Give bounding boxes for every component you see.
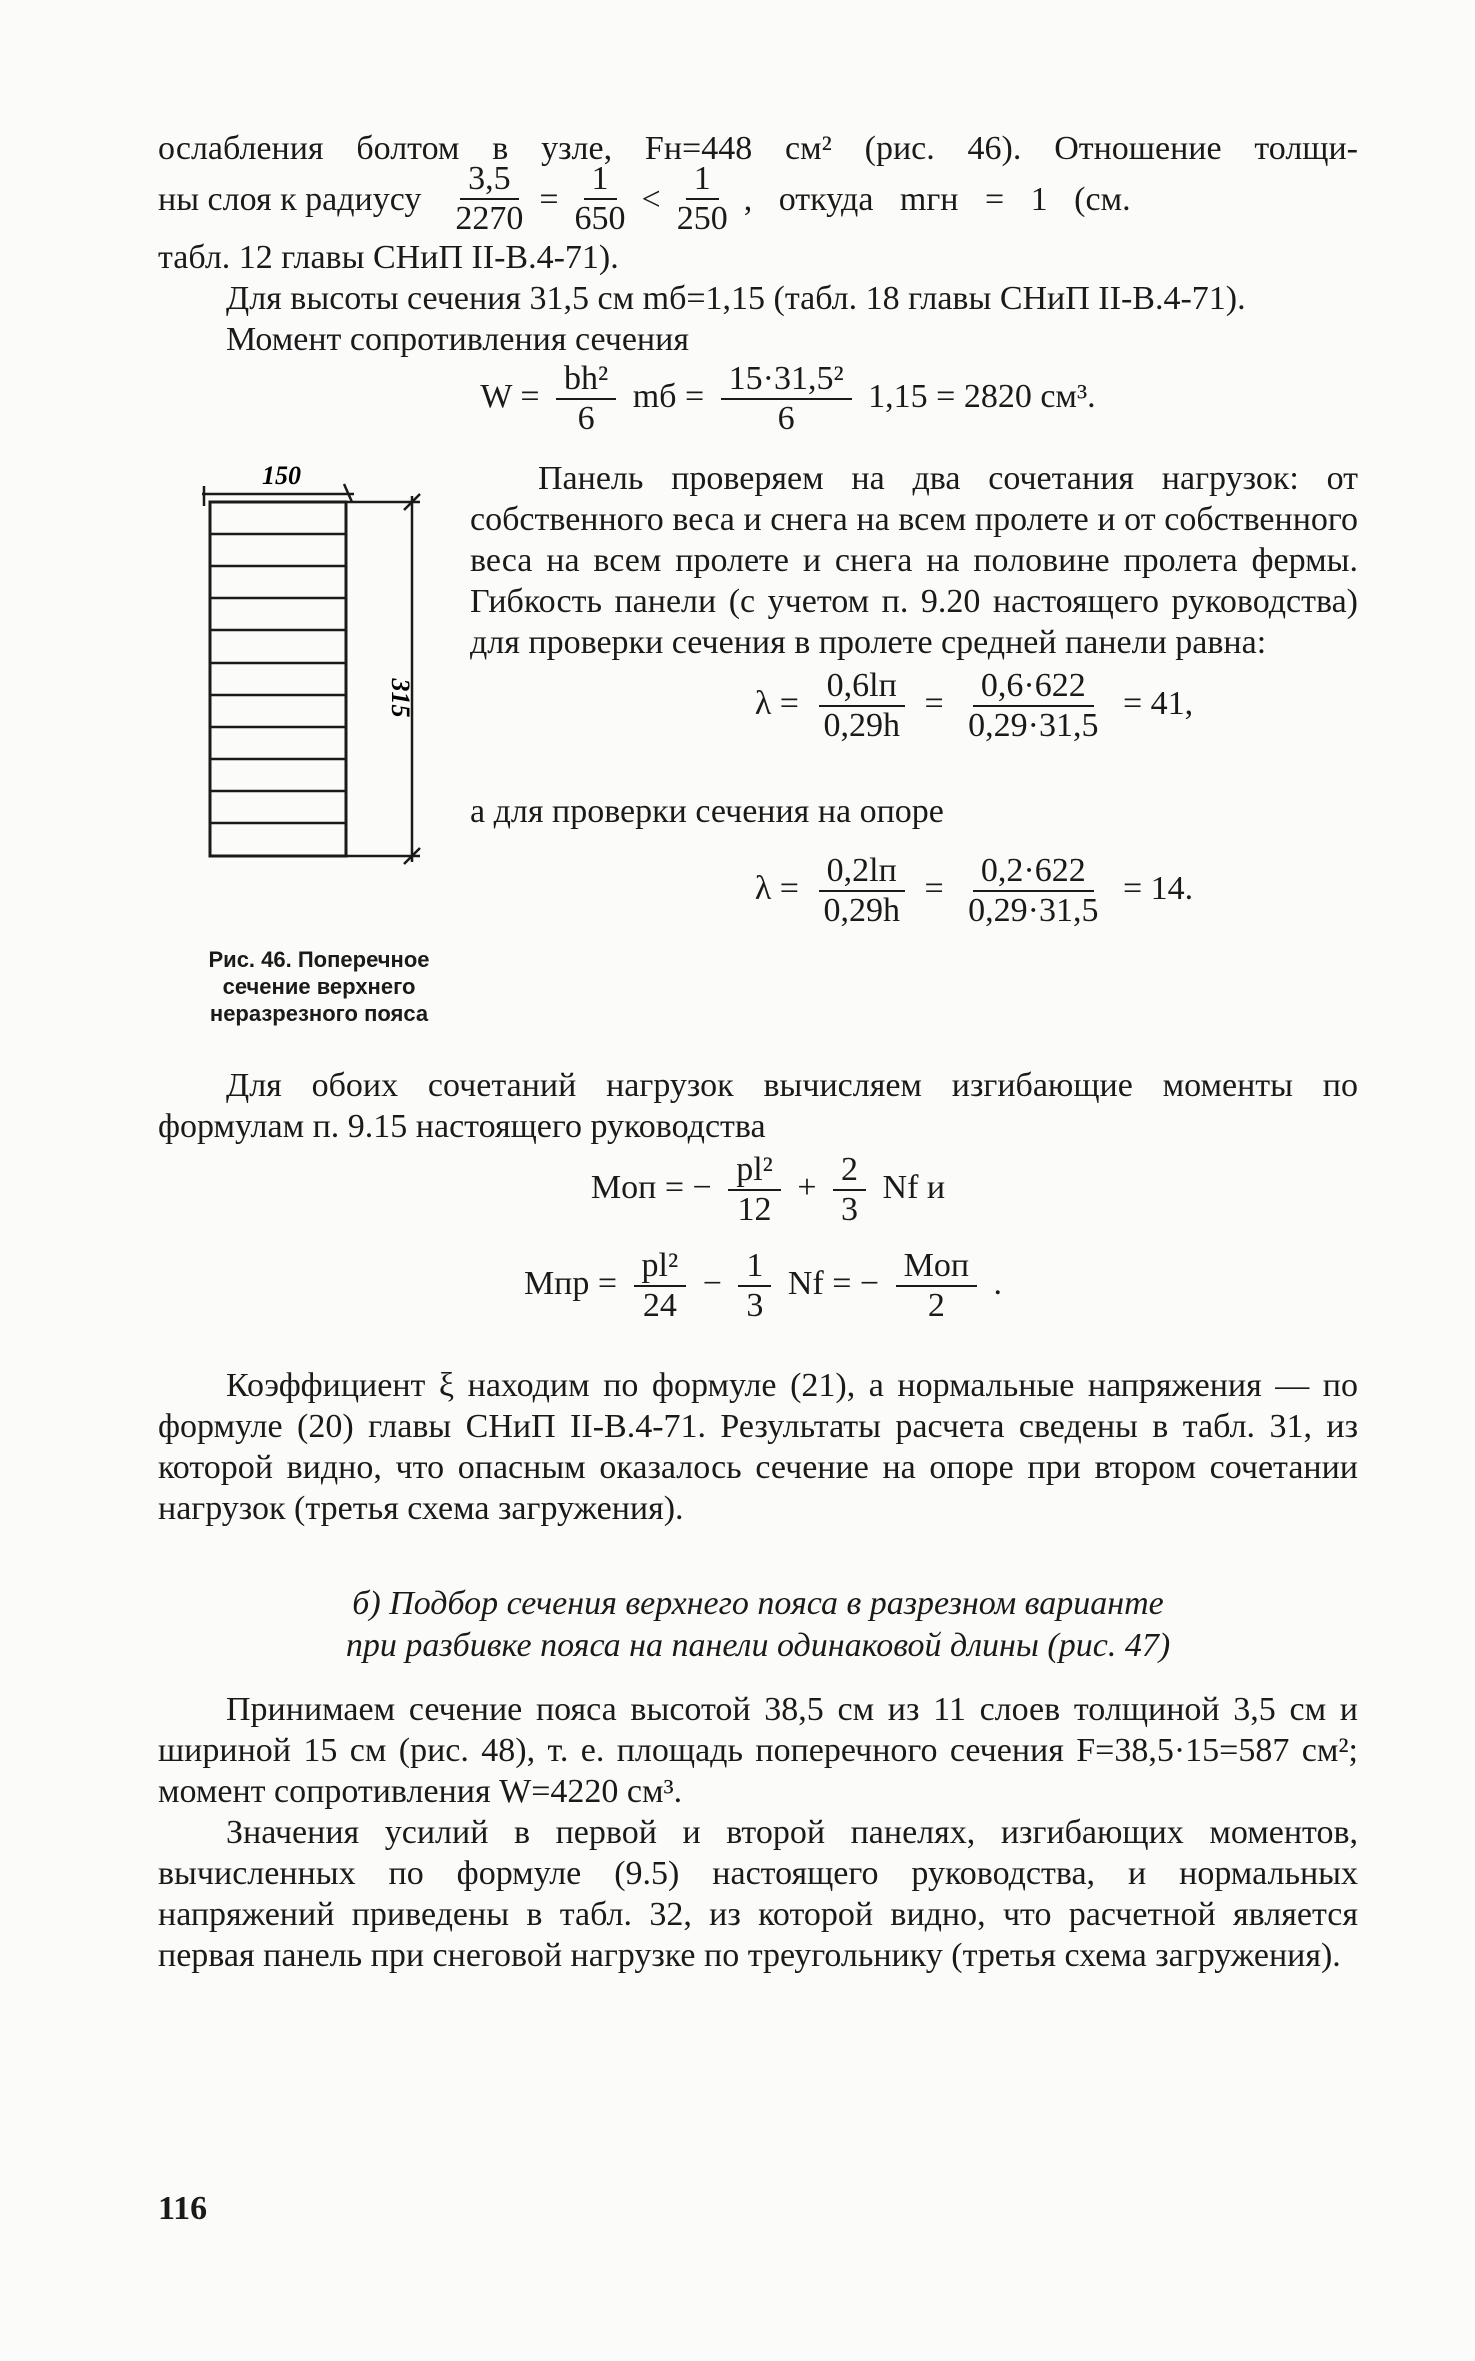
equation-text: Nf = − [787,1264,880,1302]
numerator: pl² [728,1151,781,1191]
paragraph-5: а для проверки сечения на опоре [470,793,944,830]
fraction [960,667,1106,745]
fraction [815,667,908,745]
denominator: 6 [777,400,795,437]
denominator: 3 [841,1191,859,1228]
page-body [158,128,1358,1976]
equation-text: mб = [632,377,705,415]
equation-text: Mпр = [523,1264,618,1302]
numerator: 3,5 [460,160,519,200]
paragraph-6: Для обоих сочетаний нагрузок вычисляем изгибающие моменты по формулам п. 9.15 настоящего руководства [158,1067,1358,1145]
equation-lambda-2 [470,852,1358,948]
numerator: 15·31,5² [721,360,852,400]
figure-caption: Рис. 46. Поперечное сечение верхнего неразрезного пояса [208,947,430,1026]
height-dimension-label: 315 [386,678,415,718]
width-dimension-label: 150 [262,461,301,490]
equation-text: Nf и [882,1168,946,1206]
equation-text: W = [480,377,540,415]
fraction [833,1151,866,1229]
numerator: 2 [833,1151,866,1191]
paragraph-4: Панель проверяем на два сочетания нагрузок: от собственного веса и снега на всем пролете и от собственного веса на всем пролете и снега на половине пролета фермы. Гибкость панели (с учетом п. 9.20 настоящего руководства) для проверки сечения в пролете средней панели равна: [470,460,1358,661]
figure-46 [158,458,470,1027]
section-heading-line-2: при разбивке пояса на панели одинаковой длины (рис. 47) [345,1627,1171,1664]
equation-m-span [158,1247,1358,1343]
denominator: 650 [574,200,626,237]
equation-text: Mоп = − [590,1168,712,1206]
numerator: 0,2·622 [973,852,1094,892]
equals-sign: = [924,684,944,722]
figure-area [158,458,1358,1027]
fraction [447,160,531,238]
cross-section-diagram [158,458,470,908]
numerator: bh² [556,360,616,400]
fraction [669,160,736,238]
paragraph-3: Момент сопротивления сечения [226,321,689,358]
figure-side-text [470,458,1358,1027]
equation-m-support [158,1151,1358,1247]
equation-text: λ = [754,684,799,722]
numerator: 0,2lп [819,852,905,892]
text-segment: , откуда mгн = 1 (см. [743,180,1131,218]
fraction [721,360,852,438]
numerator: pl² [634,1247,687,1287]
equation-text: − [702,1264,722,1302]
section-heading-line-1: б) Подбор сечения верхнего пояса в разрезном варианте [352,1585,1164,1622]
equation-lambda-1 [470,667,1358,763]
equation-text: 1,15 = 2820 см³. [868,377,1096,415]
equals-sign: = [924,869,944,907]
denominator: 6 [577,400,595,437]
equals-sign: = [539,180,559,218]
numerator: Mоп [896,1247,977,1287]
numerator: 1 [584,160,617,200]
equation-text: + [797,1168,817,1206]
numerator: 1 [686,160,719,200]
paragraph-7: Коэффициент ξ находим по формуле (21), а нормальные напряжения — по формуле (20) главы СНиП II-В.4-71. Результаты расчета сведены в табл. 31, из которой видно, что опасным оказалось сечение на опоре при втором сочетании нагрузок (третья схема загружения). [158,1367,1358,1527]
denominator: 3 [746,1287,764,1324]
numerator: 0,6lп [819,667,905,707]
section-heading [158,1583,1358,1667]
paragraph-1-line-2 [158,161,1358,237]
equation-text: = 41, [1123,684,1194,722]
fraction [728,1151,781,1229]
denominator: 24 [642,1287,677,1324]
denominator: 0,29h [823,707,900,744]
paragraph-1-line-1: ослабления болтом в узле, Fн=448 см² (рис. 46). Отношение толщи- [158,130,1358,167]
denominator: 250 [676,200,728,237]
fraction [738,1247,771,1325]
paragraph-2: Для высоты сечения 31,5 см mб=1,15 (табл. 18 главы СНиП II-В.4-71). [226,280,1246,317]
denominator: 2270 [455,200,524,237]
denominator: 0,29·31,5 [968,892,1099,929]
less-than-sign: < [641,180,661,218]
fraction [896,1247,977,1325]
fraction [556,360,616,438]
page-number: 116 [158,2190,208,2227]
paragraph-1-line-3: табл. 12 главы СНиП II-В.4-71). [158,239,619,276]
fraction [815,852,908,930]
numerator: 1 [738,1247,771,1287]
equation-text: . [993,1264,1003,1302]
fraction [960,852,1106,930]
text-segment: ны слоя к радиусу [158,180,422,218]
equation-w [158,360,1358,450]
denominator: 12 [737,1191,772,1228]
denominator: 0,29h [823,892,900,929]
fraction [567,160,634,238]
fraction [634,1247,687,1325]
equation-text: = 14. [1123,869,1194,907]
denominator: 0,29·31,5 [968,707,1099,744]
paragraph-8: Принимаем сечение пояса высотой 38,5 см из 11 слоев толщиной 3,5 см и шириной 15 см (рис. 48), т. е. площадь поперечного сечения F=38,5·15=587 см²; момент сопротивления W=4220 см³. [158,1691,1358,1810]
numerator: 0,6·622 [973,667,1094,707]
equation-text: λ = [754,869,799,907]
paragraph-9: Значения усилий в первой и второй панелях, изгибающих моментов, вычисленных по формуле (9.5) настоящего руководства, и нормальных напряжений приведены в табл. 32, из которой видно, что расчетной является первая панель при снеговой нагрузке по треугольнику (третья схема загружения). [158,1814,1358,1974]
denominator: 2 [927,1287,945,1324]
